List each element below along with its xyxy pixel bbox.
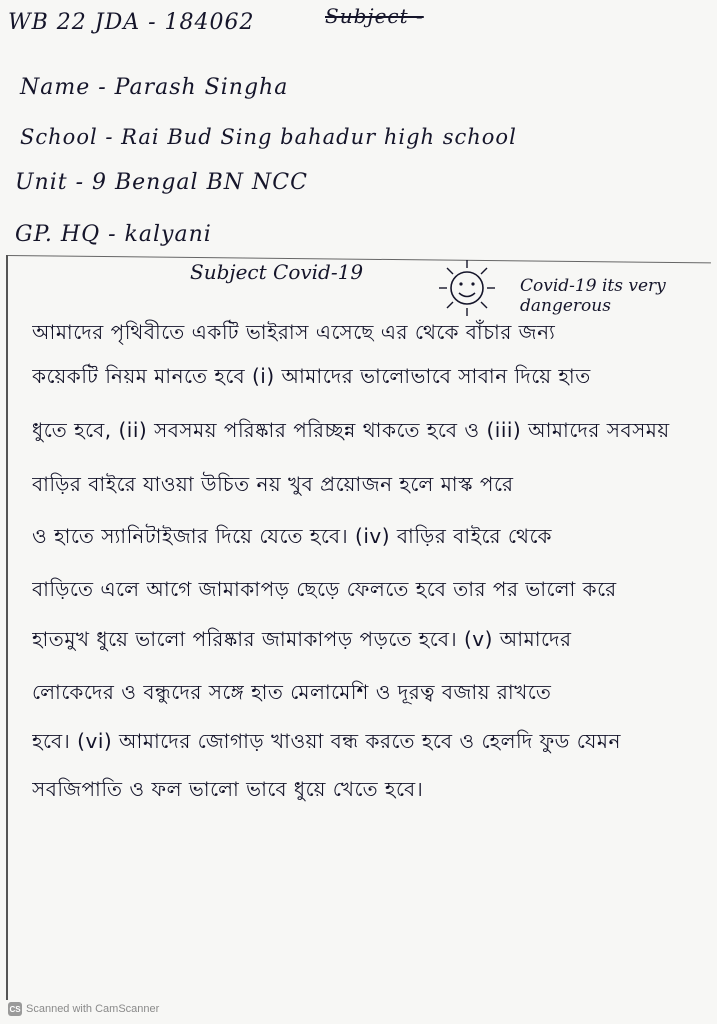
essay-line: হবে। (vi) আমাদের জোগাড় খাওয়া বন্ধ করতে হবে ও হেলদি ফুড যেমন — [32, 729, 621, 753]
struck-subject-label: Subject - — [325, 4, 424, 28]
essay-title: Subject Covid-19 — [190, 260, 364, 284]
essay-line: লোকেদের ও বন্ধুদের সঙ্গে হাত মেলামেশি ও দূরত্ব বজায় রাখতে — [32, 680, 552, 704]
essay-line: ধুতে হবে, (ii) সবসময় পরিষ্কার পরিচ্ছন্ন থাকতে হবে ও (iii) আমাদের সবসময় — [32, 418, 670, 442]
school-name: School - Rai Bud Sing bahadur high school — [20, 125, 517, 149]
scanner-watermark — [8, 1002, 159, 1016]
unit-name: Unit - 9 Bengal BN NCC — [15, 170, 308, 195]
essay-line: বাড়ির বাইরে যাওয়া উচিত নয় খুব প্রয়োজন হলে মাস্ক পরে — [32, 472, 514, 496]
registration-number: WB 22 JDA - 184062 — [8, 10, 255, 35]
sun-doodle-icon — [432, 258, 502, 318]
group-hq: GP. HQ - kalyani — [15, 222, 212, 247]
watermark-text: Scanned with CamScanner — [26, 1003, 160, 1015]
student-name: Name - Parash Singha — [20, 75, 289, 100]
essay-line: হাতমুখ ধুয়ে ভালো পরিষ্কার জামাকাপড় পড়তে হবে। (v) আমাদের — [32, 627, 572, 651]
camscanner-logo-icon: CS — [8, 1002, 22, 1016]
essay-line: আমাদের পৃথিবীতে একটি ভাইরাস এসেছে এর থেকে বাঁচার জন্য — [32, 320, 556, 344]
essay-line: সবজিপাতি ও ফল ভালো ভাবে ধুয়ে খেতে হবে। — [32, 777, 424, 801]
margin-line — [6, 255, 8, 1000]
essay-line: কয়েকটি নিয়ম মানতে হবে (i) আমাদের ভালোভাবে সাবান দিয়ে হাত — [32, 364, 591, 388]
essay-line: ও হাতে স্যানিটাইজার দিয়ে যেতে হবে। (iv) বাড়ির বাইরে থেকে — [32, 524, 553, 548]
essay-line: বাড়িতে এলে আগে জামাকাপড় ছেড়ে ফেলতে হবে তার পর ভালো করে — [32, 577, 617, 601]
side-note: Covid-19 its very dangerous — [520, 276, 666, 316]
